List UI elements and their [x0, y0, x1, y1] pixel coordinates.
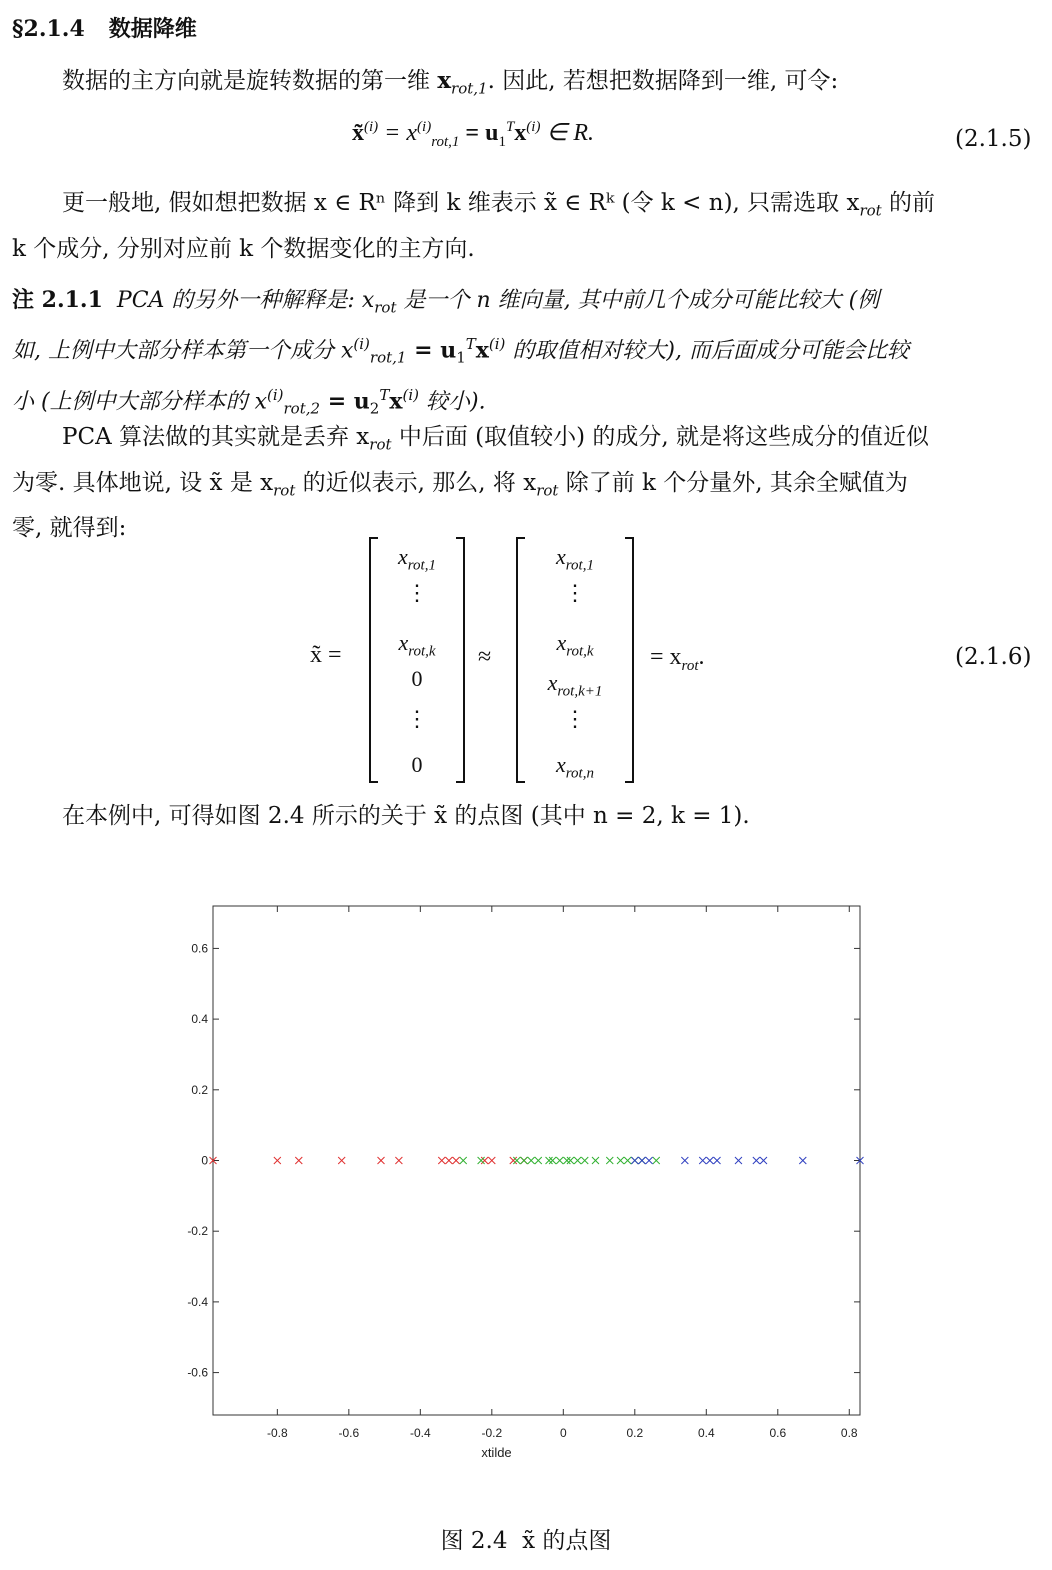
right-cell: $x_{rot,1}$ — [556, 544, 594, 574]
right-cell: $x_{rot,k}$ — [556, 630, 594, 660]
x-tick-label: 0.4 — [697, 1426, 715, 1440]
x-tick-label: 0.8 — [840, 1426, 858, 1440]
y-tick-label: 0.6 — [191, 941, 208, 956]
x-tick-label: 0 — [559, 1426, 567, 1440]
paragraph-4: 在本例中, 可得如图 2.4 所示的关于 x̃ 的点图 (其中 n = 2, k = 1). — [62, 803, 750, 829]
right-cell: ⋮ — [564, 706, 586, 731]
eq2-lhs: x̃ = — [310, 642, 342, 668]
y-tick-label: 0.4 — [191, 1012, 208, 1027]
section-number: §2.1.4 — [12, 16, 85, 42]
paragraph-3: PCA 算法做的其实就是丢弃 $x_{rot}$ 中后面 (取值较小) 的成分, 就是将这些成分的值近似 为零. 具体地说, 设 x̃ 是 $x_{rot}$ 的近似表示, 那么, 将 $x_{rot}$ 除了前 k 个分量外, 其余全赋值为 零, 就得到: — [12, 424, 930, 542]
left-cell: 0 — [411, 752, 423, 777]
y-tick-label: -0.4 — [187, 1294, 208, 1309]
x-tick-label: -0.6 — [338, 1426, 360, 1440]
eq2-approx: ≈ — [478, 644, 492, 670]
left-matrix — [368, 536, 466, 784]
left-cell: $x_{rot,k}$ — [398, 630, 436, 660]
section-heading — [12, 12, 197, 43]
y-tick-label: 0 — [201, 1153, 208, 1168]
left-cell: 0 — [411, 666, 423, 691]
scatter-chart — [0, 880, 1052, 1480]
x-axis-label: xtilde — [481, 1445, 512, 1460]
equation-number-1: (2.1.5) — [955, 126, 1032, 152]
equation-number-2: (2.1.6) — [955, 644, 1032, 670]
y-tick-label: -0.6 — [187, 1365, 208, 1380]
left-cell: ⋮ — [406, 580, 428, 605]
eq2-rhs: = $x_{rot}$. — [650, 644, 705, 674]
x-tick-label: 0.2 — [626, 1426, 644, 1440]
right-cell: ⋮ — [564, 580, 586, 605]
left-cell: $x_{rot,1}$ — [398, 544, 436, 574]
y-tick-label: -0.2 — [187, 1224, 208, 1239]
x-tick-label: 0.6 — [769, 1426, 787, 1440]
note-2-1-1: 注 2.1.1 PCA 的另外一种解释是: $x_{rot}$ 是一个 n 维向量, 其中前几个成分可能比较大 (例 如, 上例中大部分样本第一个成分 $x^{(i)}_{rot,1} = u_1^Tx^{(i)}$ 的取值相对较大), 而后面成分可能会比较 小 (上例中大部分样本的 $x^{(i)}_{rot,2} = u_2^Tx^{(i)}$ 较小). — [12, 287, 909, 418]
left-cell: ⋮ — [406, 706, 428, 731]
equation-2-1-5: x̃$^{(i)}$ = $x^{(i)}_{rot,1} = u_1^Tx^{(i)}$ ∈ R. — [352, 119, 595, 150]
right-matrix — [515, 536, 635, 784]
figure-caption: 图 2.4 x̃ 的点图 — [440, 1528, 612, 1554]
figure-2-4 — [0, 880, 1052, 1480]
right-cell: $x_{rot,n}$ — [556, 752, 594, 782]
x-tick-label: -0.8 — [266, 1426, 288, 1440]
x-tick-label: -0.2 — [481, 1426, 503, 1440]
x-tick-label: -0.4 — [409, 1426, 431, 1440]
section-title: 数据降维 — [108, 16, 197, 42]
paragraph-1: 数据的主方向就是旋转数据的第一维 $x_{rot,1}$. 因此, 若想把数据降到一维, 可令: — [62, 67, 839, 98]
right-cell: $x_{rot,k+1}$ — [547, 670, 603, 700]
paragraph-2: 更一般地, 假如想把数据 x ∈ Rⁿ 降到 k 维表示 x̃ ∈ Rᵏ (令 k < n), 只需选取 $x_{rot}$ 的前 k 个成分, 分别对应前 k 个数据变化的主方向. — [12, 190, 935, 262]
y-tick-label: 0.2 — [191, 1082, 208, 1097]
